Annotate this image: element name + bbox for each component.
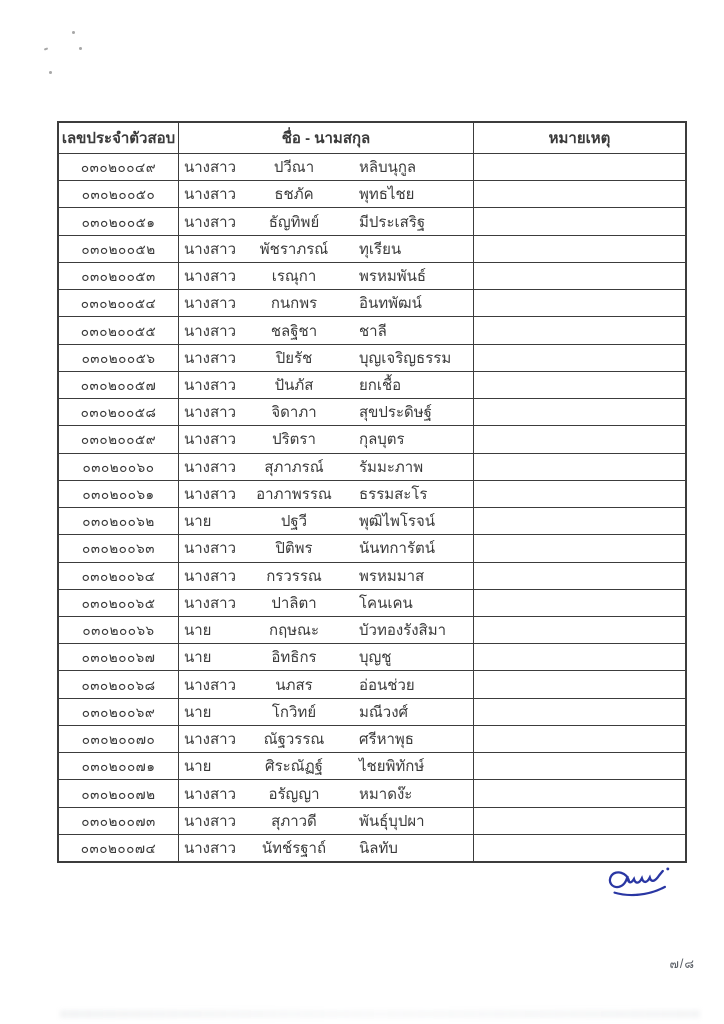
name-title: นางสาว	[184, 594, 237, 612]
first-name: ปวีณา	[273, 159, 315, 177]
first-name: ณัฐวรรณ	[263, 731, 325, 749]
name-cell	[179, 290, 474, 316]
name-title: นางสาว	[184, 839, 237, 857]
name-title: นางสาว	[184, 322, 237, 340]
name-cell	[179, 699, 474, 725]
table-row	[59, 289, 685, 316]
scan-edge-smudge	[60, 1010, 700, 1018]
exam-id-cell: ๐๓๐๒๐๐๖๖	[59, 617, 179, 643]
remark-cell	[474, 208, 685, 234]
name-title: นาย	[184, 513, 212, 531]
first-name: นภสร	[275, 676, 313, 694]
exam-id-cell: ๐๓๐๒๐๐๖๙	[59, 699, 179, 725]
remark-cell	[474, 590, 685, 616]
name-title: นางสาว	[184, 731, 237, 749]
last-name: พรหมมาส	[359, 567, 425, 585]
table-row	[59, 507, 685, 534]
last-name: ไชยพิทักษ์	[359, 758, 425, 776]
table-row	[59, 643, 685, 670]
remark-cell	[474, 399, 685, 425]
name-title: นางสาว	[184, 458, 237, 476]
last-name: พุทธไชย	[359, 186, 415, 204]
name-title: นางสาว	[184, 540, 237, 558]
first-name: อิทธิกร	[271, 649, 317, 667]
header-exam-id: เลขประจำตัวสอบ	[59, 123, 179, 153]
remark-cell	[474, 671, 685, 697]
first-name: กนกพร	[270, 295, 318, 313]
first-name: นัทช์รฐาถ์	[261, 839, 327, 857]
first-name: ปันภัส	[274, 376, 314, 394]
name-title: นางสาว	[184, 676, 237, 694]
name-title: นางสาว	[184, 349, 237, 367]
first-name: โกวิทย์	[271, 703, 317, 721]
remark-cell	[474, 644, 685, 670]
name-title: นางสาว	[184, 268, 237, 286]
last-name: นิลทับ	[359, 839, 398, 857]
exam-id-cell: ๐๓๐๒๐๐๕๖	[59, 345, 179, 371]
exam-id-cell: ๐๓๐๒๐๐๖๐	[59, 454, 179, 480]
name-cell	[179, 563, 474, 589]
name-title: นางสาว	[184, 295, 237, 313]
remark-cell	[474, 508, 685, 534]
name-title: นางสาว	[184, 159, 237, 177]
table-row	[59, 207, 685, 234]
last-name: อินทพัฒน์	[359, 295, 422, 313]
first-name: ปิยรัช	[275, 349, 313, 367]
first-name: พัชราภรณ์	[259, 240, 329, 258]
signature-handwritten	[603, 864, 675, 904]
scan-speck	[44, 47, 48, 50]
page-number: ๗/๘	[669, 957, 695, 971]
name-cell	[179, 835, 474, 861]
last-name: พันธุ์บุปผา	[359, 812, 425, 830]
first-name: กฤษณะ	[268, 622, 320, 640]
last-name: ยกเชื้อ	[359, 376, 402, 394]
name-cell	[179, 399, 474, 425]
last-name: รัมมะภาพ	[359, 458, 424, 476]
last-name: ทุเรียน	[359, 240, 402, 258]
name-cell	[179, 208, 474, 234]
name-cell	[179, 263, 474, 289]
first-name: ธัญทิพย์	[268, 213, 320, 231]
header-name: ชื่อ - นามสกุล	[179, 123, 474, 153]
name-cell	[179, 726, 474, 752]
remark-cell	[474, 726, 685, 752]
exam-id-cell: ๐๓๐๒๐๐๕๙	[59, 426, 179, 452]
candidate-list-table	[57, 121, 687, 863]
name-cell	[179, 780, 474, 806]
last-name: ธรรมสะโร	[359, 485, 428, 503]
table-row	[59, 725, 685, 752]
remark-cell	[474, 808, 685, 834]
remark-cell	[474, 317, 685, 343]
table-row	[59, 779, 685, 806]
table-row	[59, 316, 685, 343]
first-name: อาภาพรรณ	[256, 485, 332, 503]
name-cell	[179, 808, 474, 834]
scan-speck	[72, 31, 75, 34]
last-name: กุลบุตร	[359, 431, 405, 449]
first-name: ปาลิตา	[271, 594, 317, 612]
last-name: มณีวงศ์	[359, 703, 409, 721]
first-name: เรณุกา	[271, 268, 317, 286]
name-cell	[179, 535, 474, 561]
name-cell	[179, 454, 474, 480]
table-row	[59, 834, 685, 861]
last-name: บุญชู	[359, 649, 392, 667]
name-cell	[179, 154, 474, 180]
last-name: ศรีหาพุธ	[359, 731, 414, 749]
name-cell	[179, 317, 474, 343]
exam-id-cell: ๐๓๐๒๐๐๖๑	[59, 481, 179, 507]
last-name: พุฒิไพโรจน์	[359, 513, 436, 531]
name-cell	[179, 590, 474, 616]
exam-id-cell: ๐๓๐๒๐๐๔๙	[59, 154, 179, 180]
name-title: นางสาว	[184, 376, 237, 394]
table-row	[59, 534, 685, 561]
remark-cell	[474, 753, 685, 779]
remark-cell	[474, 263, 685, 289]
table-row	[59, 453, 685, 480]
table-row	[59, 344, 685, 371]
last-name: ชาลี	[359, 322, 387, 340]
last-name: หมาดง๊ะ	[359, 785, 413, 803]
exam-id-cell: ๐๓๐๒๐๐๕๒	[59, 236, 179, 262]
name-title: นางสาว	[184, 213, 237, 231]
exam-id-cell: ๐๓๐๒๐๐๖๒	[59, 508, 179, 534]
exam-id-cell: ๐๓๐๒๐๐๗๔	[59, 835, 179, 861]
remark-cell	[474, 563, 685, 589]
first-name: สุภาวดี	[271, 812, 317, 830]
table-header-row	[59, 123, 685, 153]
last-name: บัวทองรังสิมา	[359, 622, 447, 640]
remark-cell	[474, 290, 685, 316]
exam-id-cell: ๐๓๐๒๐๐๕๘	[59, 399, 179, 425]
first-name: ปฐวี	[280, 513, 308, 531]
table-row	[59, 235, 685, 262]
first-name: อรัญญา	[268, 785, 320, 803]
table-row	[59, 153, 685, 180]
exam-id-cell: ๐๓๐๒๐๐๕๗	[59, 372, 179, 398]
name-cell	[179, 617, 474, 643]
name-title: นาย	[184, 703, 212, 721]
table-row	[59, 425, 685, 452]
name-cell	[179, 345, 474, 371]
table-row	[59, 562, 685, 589]
first-name: ธชภัค	[274, 186, 314, 204]
table-row	[59, 180, 685, 207]
scan-speck	[79, 47, 82, 50]
remark-cell	[474, 345, 685, 371]
remark-cell	[474, 372, 685, 398]
remark-cell	[474, 426, 685, 452]
name-title: นางสาว	[184, 485, 237, 503]
exam-id-cell: ๐๓๐๒๐๐๗๐	[59, 726, 179, 752]
last-name: พรหมพันธ์	[359, 268, 427, 286]
remark-cell	[474, 454, 685, 480]
last-name: โคนเคน	[359, 594, 413, 612]
name-cell	[179, 671, 474, 697]
table-row	[59, 398, 685, 425]
last-name: นันทการัตน์	[359, 540, 435, 558]
exam-id-cell: ๐๓๐๒๐๐๖๕	[59, 590, 179, 616]
name-cell	[179, 644, 474, 670]
table-row	[59, 807, 685, 834]
exam-id-cell: ๐๓๐๒๐๐๖๓	[59, 535, 179, 561]
first-name: ปริตรา	[272, 431, 316, 449]
remark-cell	[474, 481, 685, 507]
name-title: นาย	[184, 622, 212, 640]
table-row	[59, 589, 685, 616]
exam-id-cell: ๐๓๐๒๐๐๖๔	[59, 563, 179, 589]
table-body	[59, 153, 685, 861]
name-title: นางสาว	[184, 404, 237, 422]
name-title: นางสาว	[184, 785, 237, 803]
remark-cell	[474, 154, 685, 180]
first-name: จิดาภา	[271, 404, 317, 422]
table-row	[59, 480, 685, 507]
remark-cell	[474, 699, 685, 725]
name-title: นางสาว	[184, 567, 237, 585]
remark-cell	[474, 236, 685, 262]
name-cell	[179, 236, 474, 262]
exam-id-cell: ๐๓๐๒๐๐๕๕	[59, 317, 179, 343]
name-cell	[179, 181, 474, 207]
name-cell	[179, 481, 474, 507]
remark-cell	[474, 535, 685, 561]
exam-id-cell: ๐๓๐๒๐๐๕๑	[59, 208, 179, 234]
table-row	[59, 371, 685, 398]
remark-cell	[474, 181, 685, 207]
name-title: นาย	[184, 649, 212, 667]
table-row	[59, 616, 685, 643]
table-row	[59, 698, 685, 725]
last-name: หลิบนุกูล	[359, 159, 417, 177]
table-row	[59, 262, 685, 289]
name-title: นางสาว	[184, 812, 237, 830]
last-name: มีประเสริฐ	[359, 213, 426, 231]
remark-cell	[474, 835, 685, 861]
remark-cell	[474, 780, 685, 806]
exam-id-cell: ๐๓๐๒๐๐๖๘	[59, 671, 179, 697]
header-remark: หมายเหตุ	[548, 130, 611, 147]
last-name: บุญเจริญธรรม	[359, 349, 452, 367]
table-row	[59, 670, 685, 697]
name-cell	[179, 372, 474, 398]
exam-id-cell: ๐๓๐๒๐๐๕๓	[59, 263, 179, 289]
name-title: นาย	[184, 758, 212, 776]
remark-cell	[474, 617, 685, 643]
first-name: สุภาภรณ์	[264, 458, 324, 476]
name-cell	[179, 508, 474, 534]
first-name: ปิติพร	[275, 540, 313, 558]
last-name: สุขประดิษฐ์	[359, 404, 432, 422]
exam-id-cell: ๐๓๐๒๐๐๗๒	[59, 780, 179, 806]
exam-id-cell: ๐๓๐๒๐๐๗๑	[59, 753, 179, 779]
first-name: กรวรรณ	[266, 567, 322, 585]
name-cell	[179, 753, 474, 779]
last-name: อ่อนช่วย	[359, 676, 415, 694]
exam-id-cell: ๐๓๐๒๐๐๕๔	[59, 290, 179, 316]
exam-id-cell: ๐๓๐๒๐๐๖๗	[59, 644, 179, 670]
table-row	[59, 752, 685, 779]
name-title: นางสาว	[184, 186, 237, 204]
first-name: ศิระณัฏฐ์	[265, 758, 323, 776]
exam-id-cell: ๐๓๐๒๐๐๗๓	[59, 808, 179, 834]
name-title: นางสาว	[184, 240, 237, 258]
scan-speck	[49, 71, 52, 74]
name-title: นางสาว	[184, 431, 237, 449]
exam-id-cell: ๐๓๐๒๐๐๕๐	[59, 181, 179, 207]
first-name: ชลฐิชา	[270, 322, 318, 340]
name-cell	[179, 426, 474, 452]
